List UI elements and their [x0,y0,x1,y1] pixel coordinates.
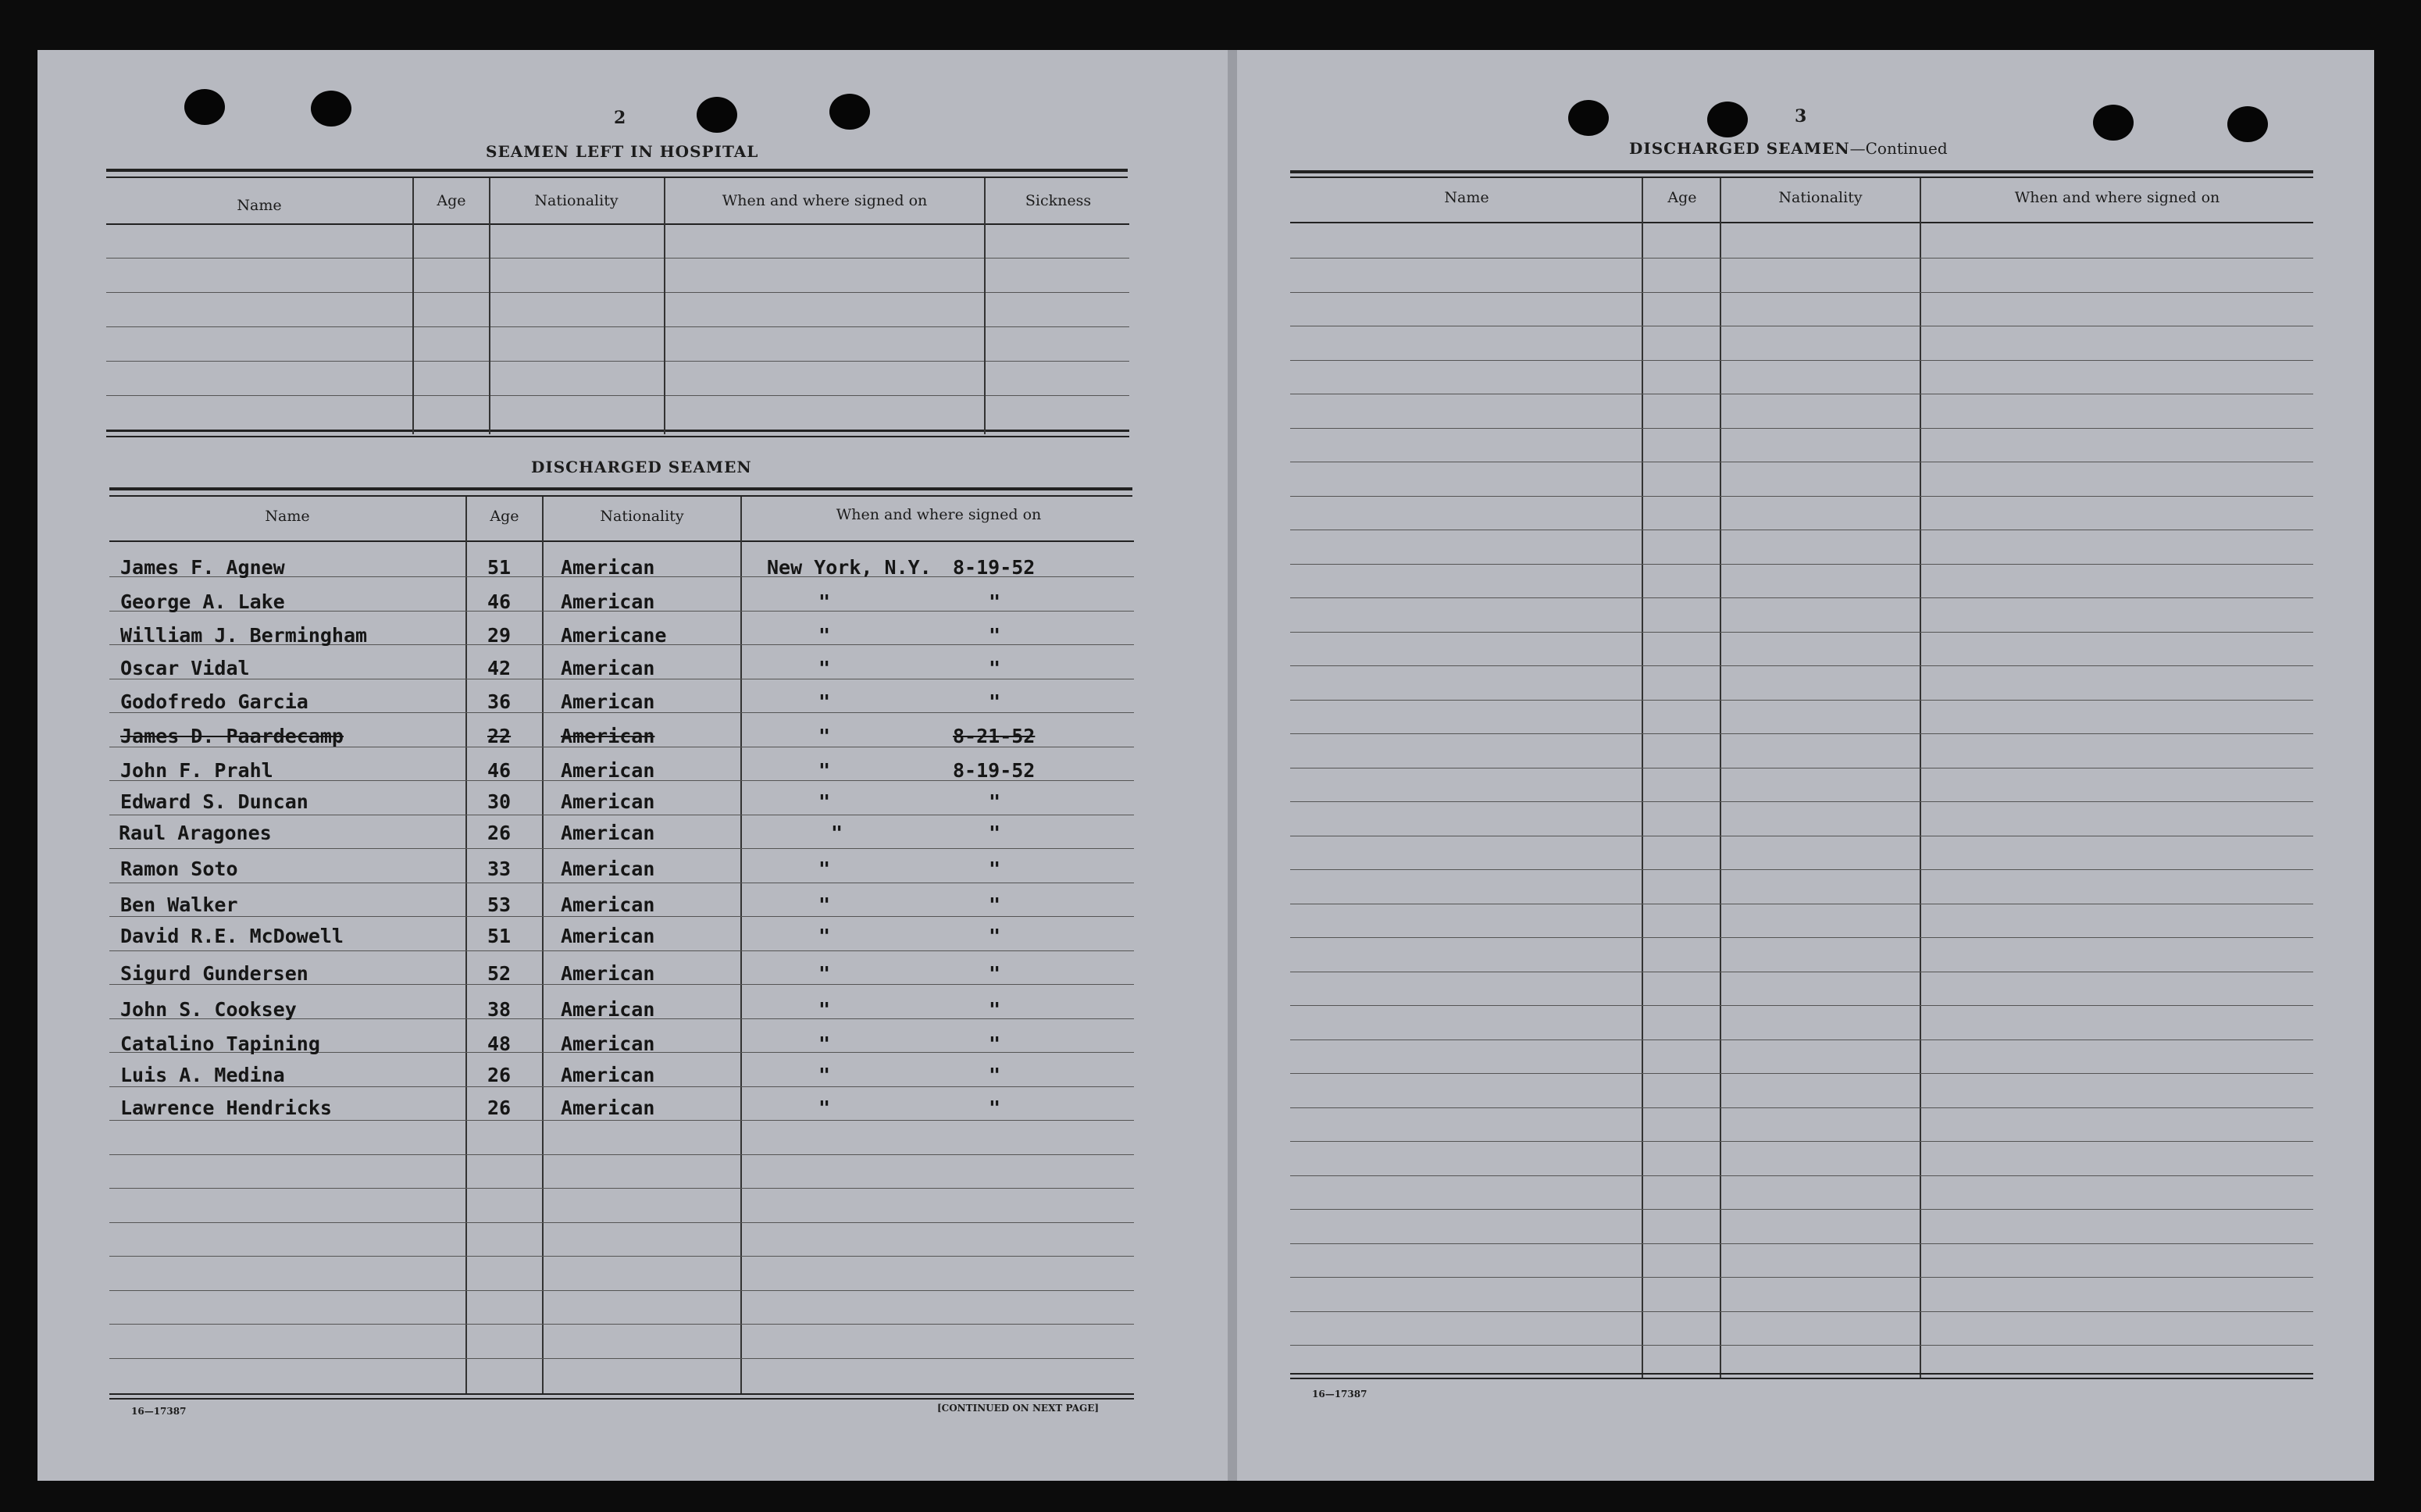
seaman-name: William J. Bermingham [120,624,368,647]
ruled-line [1290,1345,2313,1346]
seaman-age: 33 [487,858,512,880]
signed-on-date: " [989,657,1001,679]
seaman-age: 22 [487,725,512,747]
signed-on-date: 8-19-52 [953,556,1036,579]
seaman-nationality: American [561,1064,655,1086]
seaman-name: John F. Prahl [120,759,273,782]
seaman-name: Oscar Vidal [120,657,250,679]
seaman-age: 46 [487,759,512,782]
signed-on-place: " [818,590,831,613]
ruled-line [1290,801,2313,802]
seaman-nationality: American [561,590,655,613]
seaman-age: 29 [487,624,512,647]
seaman-age: 30 [487,790,512,813]
signed-on-date: " [989,893,1001,916]
seaman-name: Godofredo Garcia [120,690,308,713]
discharged-col-name: Name [265,508,310,525]
seaman-nationality: American [561,822,655,844]
seaman-age: 46 [487,590,512,613]
seaman-name: John S. Cooksey [120,998,297,1021]
punch-hole [697,97,737,133]
ruled-line [1290,496,2313,497]
seaman-age: 53 [487,893,512,916]
ruled-line [1290,360,2313,361]
signed-on-date: " [989,1064,1001,1086]
seaman-nationality: American [561,690,655,713]
seaman-age: 48 [487,1032,512,1055]
signed-on-place: " [818,790,831,813]
signed-on-date: " [989,925,1001,947]
seaman-nationality: American [561,893,655,916]
ruled-line [1290,1107,2313,1108]
seaman-name: Catalino Tapining [120,1032,320,1055]
ruled-line [1290,1243,2313,1244]
signed-on-date: " [989,998,1001,1021]
seaman-age: 26 [487,1097,512,1119]
ruled-line [1290,632,2313,633]
ruled-line [1290,1277,2313,1278]
title-suffix: —Continued [1849,139,1948,158]
ruled-line [1290,1175,2313,1176]
ruled-line [1290,700,2313,701]
signed-on-place: " [818,690,831,713]
title-main: DISCHARGED SEAMEN [1629,139,1850,158]
cont-col-nationality: Nationality [1778,189,1863,206]
ruled-line [1290,258,2313,259]
seaman-nationality: American [561,657,655,679]
signed-on-place: " [818,759,831,782]
seaman-age: 26 [487,822,512,844]
ruled-line [1290,1209,2313,1210]
punch-hole [2227,106,2268,142]
hospital-col-signed-on: When and where signed on [722,192,928,209]
ruled-line [109,1120,1134,1121]
ruled-line [1290,1141,2313,1142]
signed-on-place: " [818,925,831,947]
ruled-line [109,1222,1134,1223]
signed-on-place: " [818,962,831,985]
page-gutter [1228,50,1237,1481]
hospital-col-name: Name [237,197,282,214]
page-number: 3 [1795,106,1807,127]
cont-col-signed-on: When and where signed on [2014,189,2220,206]
seaman-nationality: American [561,725,655,747]
signed-on-date: " [989,790,1001,813]
punch-hole [311,91,351,127]
signed-on-date: " [989,690,1001,713]
ruled-line [1290,428,2313,429]
ruled-line [1290,937,2313,938]
hospital-col-nationality: Nationality [534,192,619,209]
signed-on-place: " [831,822,843,844]
ruled-line [109,1256,1134,1257]
signed-on-place: " [818,1064,831,1086]
signed-on-date: " [989,624,1001,647]
seaman-name: David R.E. McDowell [120,925,344,947]
seaman-age: 51 [487,925,512,947]
right-page [1237,50,2374,1481]
ruled-line [109,848,1134,849]
punch-hole [2093,105,2134,141]
ruled-line [109,1324,1134,1325]
signed-on-date: 8-19-52 [953,759,1036,782]
signed-on-date: " [989,822,1001,844]
seaman-name: George A. Lake [120,590,285,613]
punch-hole [184,89,225,125]
seaman-age: 36 [487,690,512,713]
hospital-col-age: Age [437,192,466,209]
discharged-col-age: Age [490,508,519,525]
ruled-line [109,1086,1134,1087]
seaman-nationality: Americane [561,624,667,647]
discharged-section-title: DISCHARGED SEAMEN [531,458,752,476]
discharged-col-nationality: Nationality [600,508,684,525]
seaman-name: Sigurd Gundersen [120,962,308,985]
seaman-nationality: American [561,556,655,579]
signed-on-date: " [989,858,1001,880]
signed-on-date: " [989,1097,1001,1119]
signed-on-date: " [989,962,1001,985]
ruled-line [1290,1311,2313,1312]
seaman-nationality: American [561,1097,655,1119]
seaman-age: 26 [487,1064,512,1086]
punch-hole [1568,100,1609,136]
signed-on-place: " [818,624,831,647]
seaman-nationality: American [561,1032,655,1055]
hospital-section-title: SEAMEN LEFT IN HOSPITAL [486,142,759,161]
signed-on-place: " [818,893,831,916]
seaman-age: 38 [487,998,512,1021]
punch-hole [1707,102,1748,137]
signed-on-place: " [818,657,831,679]
signed-on-place: New York, N.Y. [767,556,932,579]
ruled-line [1290,564,2313,565]
ruled-line [1290,1005,2313,1006]
seaman-name: Luis A. Medina [120,1064,285,1086]
seaman-name: Ben Walker [120,893,238,916]
seaman-name: Edward S. Duncan [120,790,308,813]
form-number: 16—17387 [131,1406,187,1417]
ruled-line [109,1358,1134,1359]
punch-hole [829,94,870,130]
cont-col-name: Name [1444,189,1489,206]
ruled-line [109,1290,1134,1291]
signed-on-place: " [818,858,831,880]
ruled-line [109,1188,1134,1189]
ruled-line [1290,869,2313,870]
seaman-name: Lawrence Hendricks [120,1097,332,1119]
seaman-name: Ramon Soto [120,858,238,880]
seaman-name: James F. Agnew [120,556,285,579]
seaman-nationality: American [561,998,655,1021]
signed-on-place: " [818,998,831,1021]
ruled-line [109,950,1134,951]
seaman-age: 51 [487,556,512,579]
ruled-line [1290,665,2313,666]
signed-on-place: " [818,1032,831,1055]
ruled-line [1290,733,2313,734]
discharged-col-signed-on: When and where signed on [836,506,1042,523]
seaman-nationality: American [561,962,655,985]
seaman-nationality: American [561,925,655,947]
ruled-line [109,1154,1134,1155]
continued-note: [CONTINUED ON NEXT PAGE] [937,1403,1100,1414]
seaman-name: Raul Aragones [119,822,272,844]
cont-col-age: Age [1667,189,1697,206]
page-number: 2 [614,108,626,128]
signed-on-place: " [818,1097,831,1119]
seaman-age: 42 [487,657,512,679]
seaman-age: 52 [487,962,512,985]
signed-on-date: " [989,590,1001,613]
ruled-line [109,916,1134,917]
seaman-nationality: American [561,759,655,782]
signed-on-place: " [818,725,831,747]
signed-on-date: 8-21-52 [953,725,1036,747]
seaman-nationality: American [561,858,655,880]
form-number: 16—17387 [1312,1389,1367,1400]
ruled-line [1290,292,2313,293]
signed-on-date: " [989,1032,1001,1055]
seaman-name: James D. Paardecamp [120,725,344,747]
ruled-line [1290,1073,2313,1074]
ruled-line [1290,597,2313,598]
hospital-col-sickness: Sickness [1025,192,1092,209]
seaman-nationality: American [561,790,655,813]
discharged-continued-title [1629,139,1948,158]
